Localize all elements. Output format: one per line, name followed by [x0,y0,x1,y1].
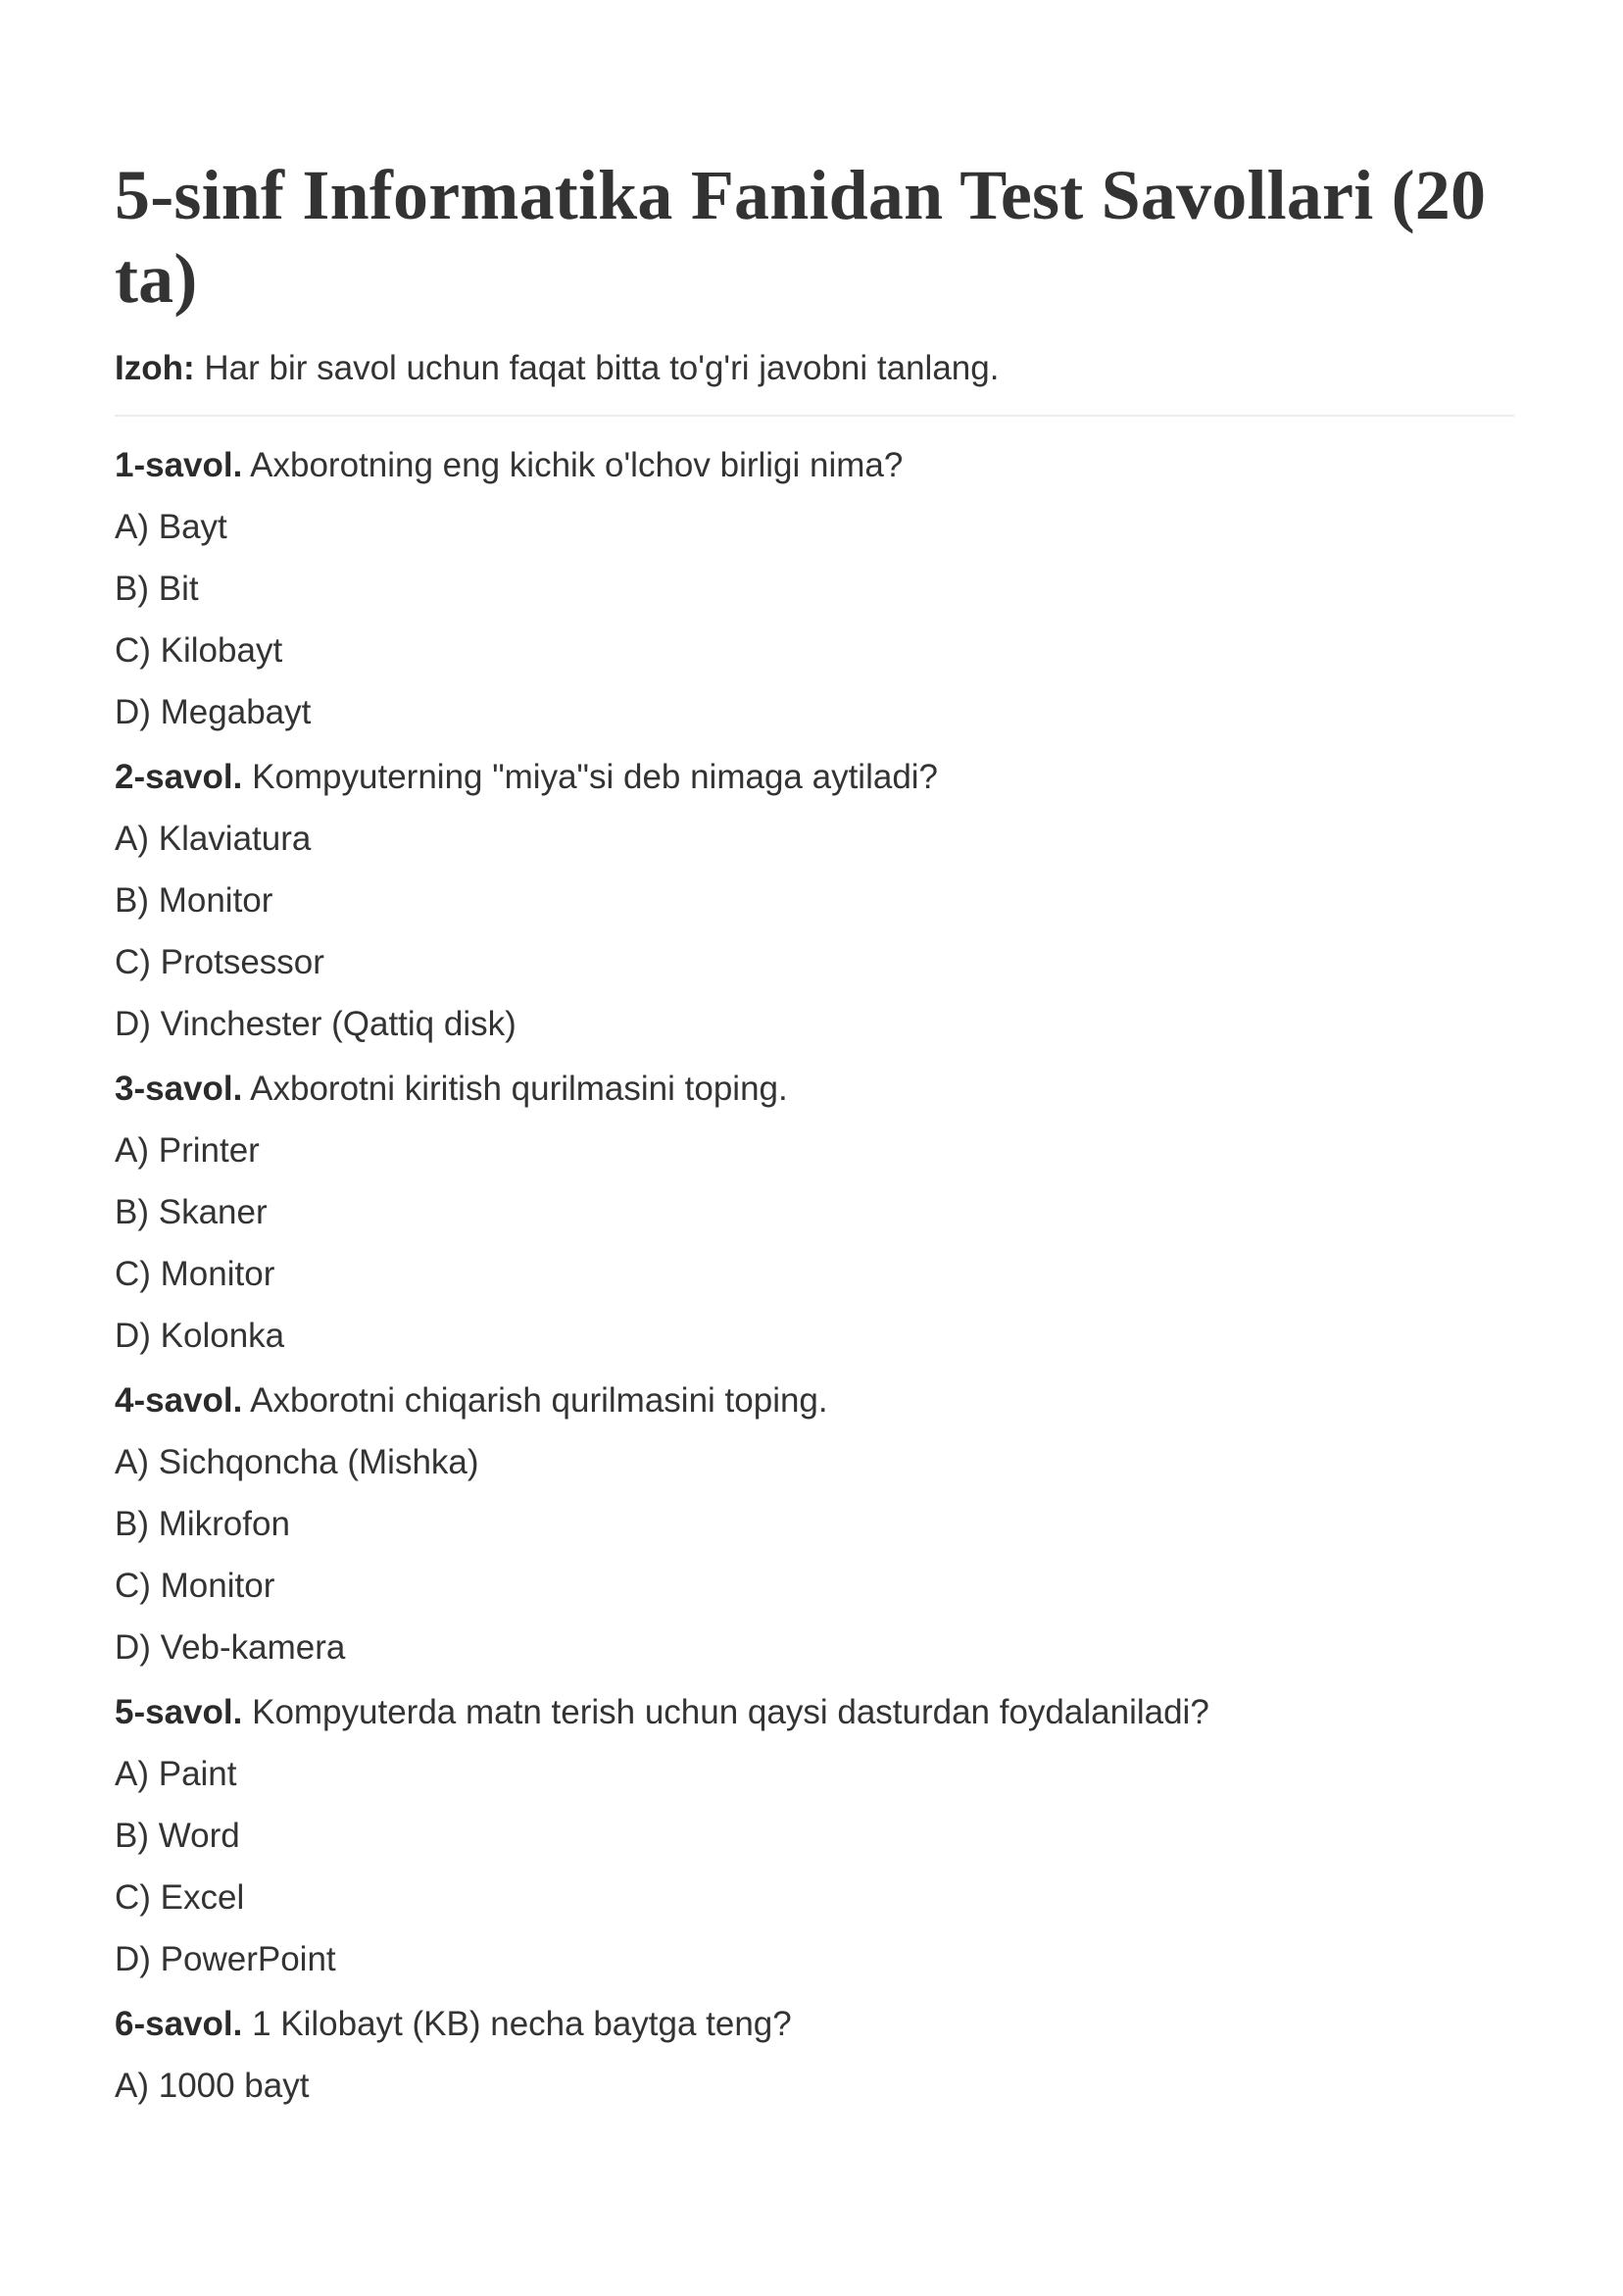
question-text: Kompyuterning "miya"si deb nimaga aytiladi? [252,758,939,796]
answer-option: B) Monitor [115,881,273,920]
question-text: Axborotning eng kichik o'lchov birligi nima? [250,446,904,484]
answer-option: D) Vinchester (Qattiq disk) [115,1005,516,1043]
answer-option: D) PowerPoint [115,1940,336,1978]
answer-option: A) Printer [115,1131,260,1170]
divider [115,415,1514,417]
page-title: 5-sinf Informatika Fanidan Test Savollari (20 ta) [115,156,1487,318]
answer-option: A) Bayt [115,508,227,546]
question-text: Axborotni chiqarish qurilmasini toping. [250,1381,828,1420]
answer-option: B) Mikrofon [115,1505,290,1543]
question-number: 3-savol. [115,1070,243,1108]
answer-option: A) Klaviatura [115,820,312,858]
note-text: Har bir savol uchun faqat bitta to'g'ri javobni tanlang. [204,349,1000,387]
document-content [115,154,1514,2120]
question-text: Axborotni kiritish qurilmasini toping. [250,1070,788,1108]
question-4 [115,1370,1514,1681]
question-3 [115,1058,1514,1370]
question-list [115,434,1514,2120]
answer-option: D) Kolonka [115,1317,285,1355]
question-line [115,1370,1514,1431]
instruction-note [115,342,1514,395]
answer-option: A) Sichqoncha (Mishka) [115,1443,479,1481]
answer-option: C) Kilobayt [115,631,283,670]
answer-option: C) Excel [115,1878,245,1917]
answer-option: C) Protsessor [115,943,324,981]
question-1 [115,434,1514,746]
question-6 [115,1993,1514,2120]
answer-option: D) Veb-kamera [115,1628,346,1667]
answer-option: B) Bit [115,570,199,608]
question-line [115,746,1514,808]
question-text: 1 Kilobayt (KB) necha baytga teng? [252,2005,792,2043]
answer-option: B) Skaner [115,1193,268,1231]
answer-option: A) Paint [115,1755,237,1793]
answer-option: C) Monitor [115,1255,275,1293]
question-line [115,434,1514,496]
answer-option: A) 1000 bayt [115,2067,310,2105]
answer-option: C) Monitor [115,1567,275,1605]
question-2 [115,746,1514,1058]
question-number: 1-savol. [115,446,243,484]
note-label: Izoh: [115,349,195,387]
question-line [115,1993,1514,2055]
question-5 [115,1681,1514,1993]
answer-option: D) Megabayt [115,693,312,731]
question-number: 2-savol. [115,758,243,796]
question-line [115,1058,1514,1120]
question-number: 6-savol. [115,2005,243,2043]
question-number: 4-savol. [115,1381,243,1420]
answer-option: B) Word [115,1817,240,1855]
question-line [115,1681,1514,1743]
question-number: 5-savol. [115,1693,243,1731]
question-text: Kompyuterda matn terish uchun qaysi dasturdan foydalaniladi? [252,1693,1209,1731]
